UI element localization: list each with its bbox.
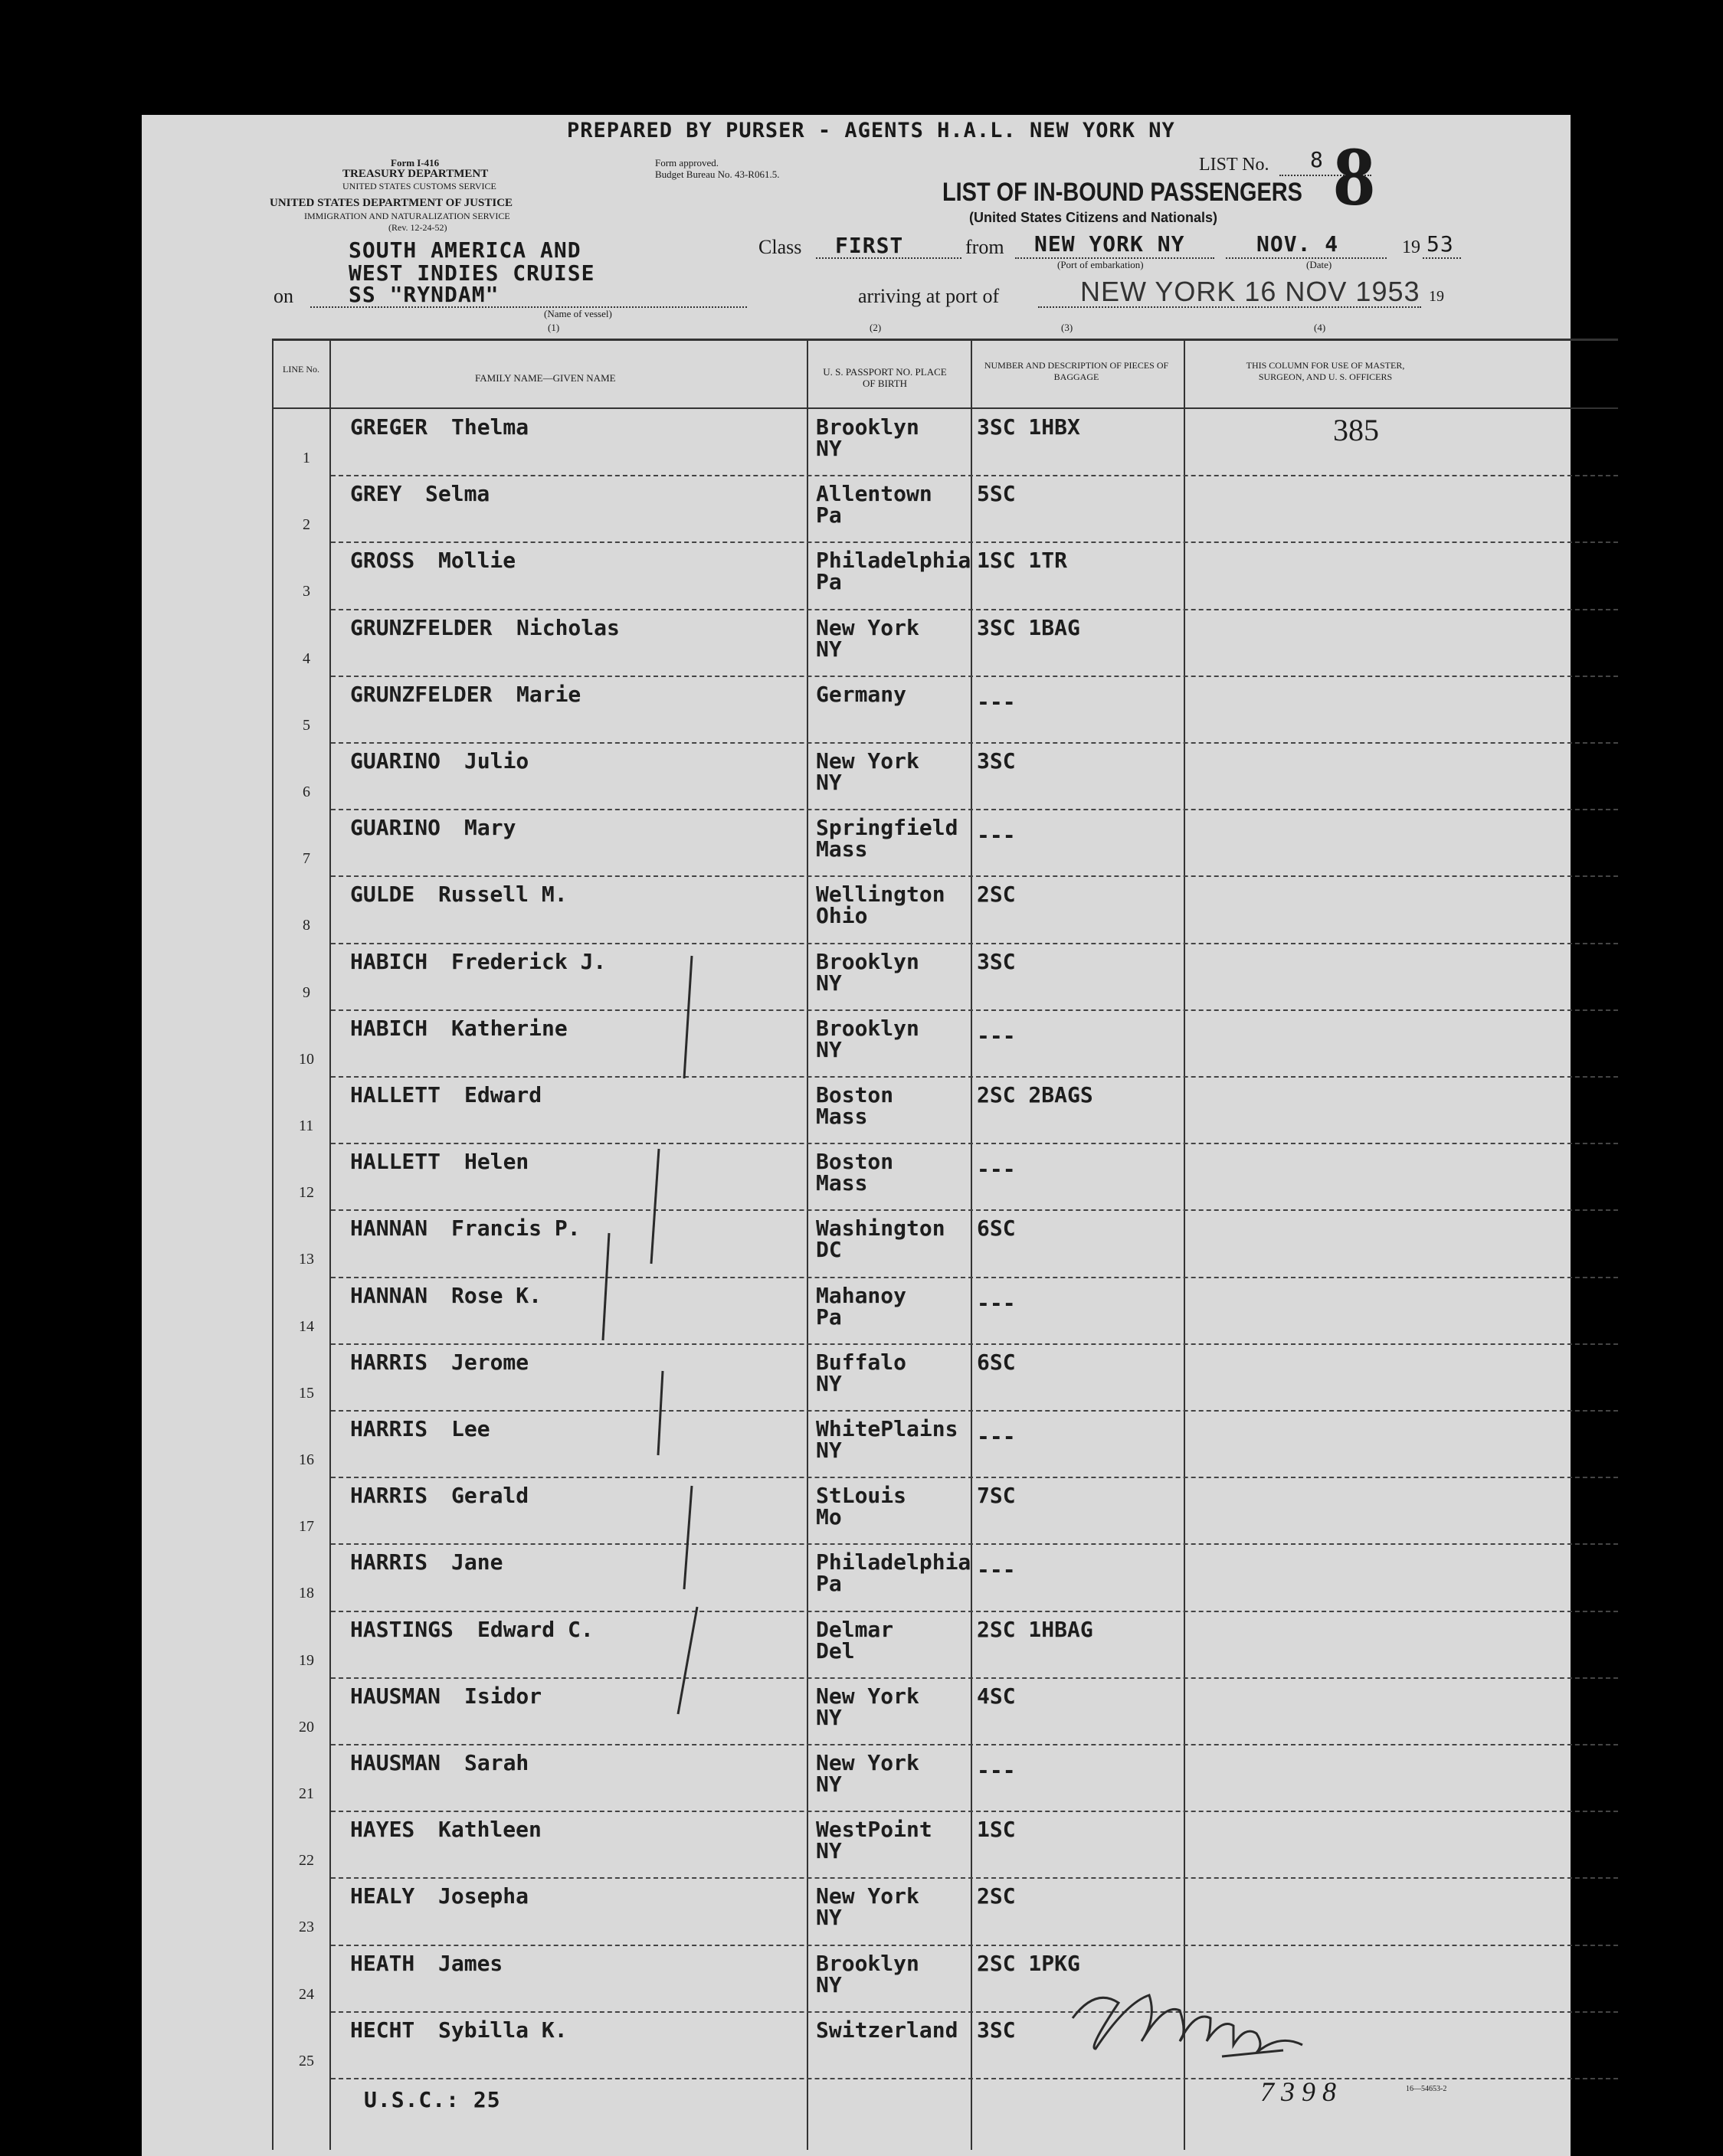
row-line-number: 3 <box>303 583 310 600</box>
row-family-name: GRUNZFELDER <box>350 614 493 640</box>
row-family-name: HALLETT <box>350 1149 441 1175</box>
row-given-name: Katherine <box>451 1015 568 1041</box>
row-given-name: Helen <box>464 1149 529 1175</box>
row-divider <box>331 2011 1618 2013</box>
row-divider <box>331 1744 1618 1745</box>
row-baggage: --- <box>977 1557 1016 1583</box>
prepared-by-line: PREPARED BY PURSER - AGENTS H.A.L. NEW YORK NY <box>567 119 1175 142</box>
header-name: FAMILY NAME—GIVEN NAME <box>475 372 616 384</box>
budget-bureau: Budget Bureau No. 43-R061.5. <box>655 168 780 180</box>
row-birthplace-state: NY <box>816 1905 842 1931</box>
row-baggage: 3SC <box>977 948 1016 974</box>
table-header-rule <box>272 407 1618 409</box>
row-family-name: HECHT <box>350 2017 415 2043</box>
header-passport: U. S. PASSPORT NO. PLACE OF BIRTH <box>823 366 947 389</box>
row-birthplace: Wellington <box>816 882 945 908</box>
row-baggage: --- <box>977 1424 1016 1449</box>
row-birthplace-state: DC <box>816 1237 842 1263</box>
row-divider <box>331 742 1618 744</box>
row-line-number: 16 <box>299 1451 314 1468</box>
class-underline <box>816 257 961 259</box>
row-family-name: GRUNZFELDER <box>350 681 493 707</box>
row-birthplace-state: Del <box>816 1637 855 1664</box>
row-family-name: HARRIS <box>350 1483 428 1509</box>
row-divider <box>331 1410 1618 1412</box>
row-family-name: HANNAN <box>350 1215 428 1242</box>
list-number-label: LIST No. <box>1199 155 1269 175</box>
row-line-number: 11 <box>299 1117 314 1134</box>
row-officer-note: 385 <box>1333 413 1379 447</box>
row-family-name: GREGER <box>350 414 428 440</box>
row-baggage: 5SC <box>977 481 1016 507</box>
row-family-name: HARRIS <box>350 1549 428 1575</box>
row-birthplace: Brooklyn <box>816 948 919 974</box>
col-ref-3: (3) <box>1061 322 1073 333</box>
table-top-rule <box>272 339 1618 341</box>
row-line-number: 19 <box>299 1651 314 1669</box>
row-birthplace-state: NY <box>816 1838 842 1864</box>
row-line-number: 9 <box>303 983 310 1001</box>
row-line-number: 25 <box>299 2052 314 2069</box>
year-underline <box>1423 257 1461 259</box>
row-baggage: --- <box>977 823 1016 849</box>
row-baggage: 6SC <box>977 1215 1016 1242</box>
row-line-number: 14 <box>299 1317 314 1335</box>
row-birthplace-state: Mass <box>816 1170 868 1196</box>
row-given-name: Francis P. <box>451 1215 581 1242</box>
row-baggage: --- <box>977 1022 1016 1049</box>
row-birthplace: New York <box>816 1883 919 1909</box>
row-birthplace-state: Pa <box>816 1304 842 1330</box>
row-family-name: GULDE <box>350 882 415 908</box>
row-line-number: 13 <box>299 1251 314 1268</box>
arriving-label: arriving at port of <box>858 285 1000 307</box>
row-baggage: 2SC 1PKG <box>977 1950 1080 1976</box>
row-birthplace-state: Pa <box>816 569 842 595</box>
row-birthplace-state: NY <box>816 636 842 662</box>
header-officers: THIS COLUMN FOR USE OF MASTER, SURGEON, AND U. S. OFFICERS <box>1246 360 1405 382</box>
form-approved: Form approved. <box>655 157 719 168</box>
arrival-underline <box>1038 306 1421 308</box>
row-given-name: Gerald <box>451 1483 529 1509</box>
row-divider <box>331 1945 1618 1946</box>
row-given-name: James <box>438 1950 503 1976</box>
row-family-name: HABICH <box>350 948 428 974</box>
row-divider <box>331 809 1618 810</box>
row-line-number: 10 <box>299 1050 314 1068</box>
row-line-number: 8 <box>303 917 310 934</box>
row-family-name: HEATH <box>350 1950 415 1976</box>
list-subtitle: (United States Citizens and Nationals) <box>969 210 1218 225</box>
row-birthplace-state: NY <box>816 970 842 996</box>
cruise-line-1: SOUTH AMERICA AND <box>349 237 581 263</box>
on-label: on <box>274 285 293 307</box>
customs-service: UNITED STATES CUSTOMS SERVICE <box>342 181 496 191</box>
row-given-name: Rose K. <box>451 1282 542 1308</box>
row-birthplace: New York <box>816 748 919 774</box>
row-birthplace: Boston <box>816 1082 894 1107</box>
row-baggage: --- <box>977 1290 1016 1316</box>
row-family-name: HEALY <box>350 1883 415 1909</box>
row-baggage: 3SC 1BAG <box>977 614 1080 640</box>
row-divider <box>331 1143 1618 1144</box>
row-baggage: 2SC <box>977 1883 1016 1909</box>
col-divider-line-no <box>272 339 274 2150</box>
immigration-service: IMMIGRATION AND NATURALIZATION SERVICE <box>304 211 510 221</box>
row-baggage: 2SC 1HBAG <box>977 1616 1093 1642</box>
row-family-name: HARRIS <box>350 1416 428 1441</box>
row-birthplace-state: Pa <box>816 1571 842 1597</box>
row-family-name: HALLETT <box>350 1082 441 1107</box>
row-divider <box>331 875 1618 877</box>
row-given-name: Kathleen <box>438 1817 542 1843</box>
row-given-name: Marie <box>516 681 581 707</box>
row-given-name: Thelma <box>451 414 529 440</box>
row-family-name: HABICH <box>350 1015 428 1041</box>
row-baggage: 4SC <box>977 1683 1016 1709</box>
row-line-number: 15 <box>299 1384 314 1402</box>
row-baggage: 1SC 1TR <box>977 548 1068 574</box>
row-divider <box>331 2078 1618 2079</box>
row-given-name: Sarah <box>464 1750 529 1775</box>
row-birthplace: Philadelphia <box>816 1549 971 1575</box>
row-line-number: 21 <box>299 1785 314 1802</box>
departure-date: NOV. 4 <box>1256 231 1339 257</box>
class-value: FIRST <box>835 233 904 258</box>
row-line-number: 17 <box>299 1518 314 1536</box>
col-ref-4: (4) <box>1314 322 1326 333</box>
row-given-name: Nicholas <box>516 614 620 640</box>
row-baggage: 2SC <box>977 882 1016 908</box>
row-divider <box>331 541 1618 543</box>
row-birthplace-state: Mo <box>816 1504 842 1530</box>
row-baggage: 7SC <box>977 1483 1016 1509</box>
col-ref-2: (2) <box>870 322 882 333</box>
row-birthplace: Brooklyn <box>816 414 919 440</box>
row-birthplace-state: Ohio <box>816 903 868 929</box>
arrival-year-suffix: 19 <box>1429 288 1444 305</box>
row-birthplace-state: NY <box>816 436 842 461</box>
usc-count: U.S.C.: 25 <box>364 2087 501 2112</box>
row-divider <box>331 1277 1618 1278</box>
row-family-name: GUARINO <box>350 815 441 841</box>
row-given-name: Mary <box>464 815 516 841</box>
row-birthplace-state: NY <box>816 1438 842 1463</box>
row-divider <box>331 676 1618 677</box>
revision-date: (Rev. 12-24-52) <box>388 222 447 233</box>
row-family-name: HARRIS <box>350 1349 428 1375</box>
list-number-value: 8 <box>1310 147 1324 172</box>
class-label: Class <box>758 236 802 258</box>
manifest-page <box>142 115 1571 2156</box>
row-baggage: 3SC <box>977 2017 1016 2043</box>
row-divider <box>331 1477 1618 1478</box>
row-line-number: 6 <box>303 784 310 800</box>
date-caption: (Date) <box>1306 259 1332 270</box>
treasury-dept: TREASURY DEPARTMENT <box>342 168 489 180</box>
row-birthplace-state: NY <box>816 1036 842 1062</box>
row-birthplace: Philadelphia <box>816 548 971 574</box>
row-divider <box>331 609 1618 610</box>
row-given-name: Selma <box>425 481 490 507</box>
row-given-name: Frederick J. <box>451 948 607 974</box>
row-given-name: Jane <box>451 1549 503 1575</box>
row-given-name: Edward <box>464 1082 542 1107</box>
vessel-name: SS "RYNDAM" <box>349 282 500 307</box>
row-birthplace: Brooklyn <box>816 1950 919 1976</box>
vessel-underline <box>310 306 747 308</box>
row-given-name: Sybilla K. <box>438 2017 568 2043</box>
row-baggage: --- <box>977 689 1016 715</box>
row-birthplace: Mahanoy <box>816 1282 907 1308</box>
row-family-name: GREY <box>350 481 402 507</box>
embark-port: NEW YORK NY <box>1034 231 1185 257</box>
row-line-number: 5 <box>303 716 310 734</box>
row-family-name: HAUSMAN <box>350 1750 441 1775</box>
row-birthplace: Boston <box>816 1149 894 1175</box>
row-baggage: 2SC 2BAGS <box>977 1082 1093 1107</box>
row-line-number: 22 <box>299 1852 314 1870</box>
row-birthplace-state: NY <box>816 1971 842 1997</box>
row-divider <box>331 1811 1618 1812</box>
row-birthplace: New York <box>816 1683 919 1709</box>
row-line-number: 2 <box>303 516 310 534</box>
row-family-name: HAYES <box>350 1817 415 1843</box>
row-given-name: Edward C. <box>477 1616 594 1642</box>
row-divider <box>331 1543 1618 1545</box>
row-line-number: 1 <box>303 450 310 466</box>
row-family-name: GUARINO <box>350 748 441 774</box>
row-line-number: 7 <box>303 850 310 868</box>
row-line-number: 23 <box>299 1919 314 1936</box>
row-divider <box>331 1877 1618 1879</box>
year-prefix: 19 <box>1402 237 1420 257</box>
row-given-name: Josepha <box>438 1883 529 1909</box>
row-given-name: Jerome <box>451 1349 529 1375</box>
row-birthplace: New York <box>816 1750 919 1775</box>
row-line-number: 24 <box>299 1985 314 2003</box>
row-line-number: 12 <box>299 1184 314 1202</box>
embark-caption: (Port of embarkation) <box>1057 259 1144 270</box>
row-line-number: 4 <box>303 649 310 667</box>
row-birthplace: New York <box>816 614 919 640</box>
row-baggage: --- <box>977 1758 1016 1783</box>
row-baggage: 3SC <box>977 748 1016 774</box>
row-birthplace: Allentown <box>816 481 932 507</box>
row-baggage: 6SC <box>977 1349 1016 1375</box>
row-birthplace: Switzerland <box>816 2017 958 2043</box>
justice-dept: UNITED STATES DEPARTMENT OF JUSTICE <box>270 197 513 209</box>
row-given-name: Julio <box>464 748 529 774</box>
row-birthplace-state: NY <box>816 1704 842 1730</box>
row-birthplace: Brooklyn <box>816 1015 919 1041</box>
col-ref-1: (1) <box>548 322 560 333</box>
row-birthplace: WestPoint <box>816 1817 932 1843</box>
row-birthplace: Springfield <box>816 815 958 841</box>
row-given-name: Mollie <box>438 548 516 574</box>
row-birthplace-state: NY <box>816 1772 842 1797</box>
row-family-name: HASTINGS <box>350 1616 454 1642</box>
row-divider <box>331 1343 1618 1345</box>
row-baggage: --- <box>977 1157 1016 1183</box>
row-birthplace: Germany <box>816 681 907 707</box>
row-birthplace-state: Mass <box>816 1104 868 1129</box>
row-divider <box>331 943 1618 944</box>
list-number-big: 8 <box>1333 129 1375 223</box>
row-baggage: 3SC 1HBX <box>977 414 1080 440</box>
row-birthplace: Washington <box>816 1215 945 1242</box>
header-line-no: LINE No. <box>283 364 319 375</box>
row-divider <box>331 1009 1618 1011</box>
row-given-name: Russell M. <box>438 882 568 908</box>
row-birthplace-state: NY <box>816 770 842 795</box>
row-divider <box>331 1076 1618 1078</box>
form-number: Form I-416 <box>391 157 440 168</box>
row-birthplace: WhitePlains <box>816 1416 958 1441</box>
row-family-name: HAUSMAN <box>350 1683 441 1709</box>
row-given-name: Lee <box>451 1416 490 1441</box>
list-title: LIST OF IN-BOUND PASSENGERS <box>942 178 1302 207</box>
row-given-name: Isidor <box>464 1683 542 1709</box>
row-divider <box>331 1611 1618 1612</box>
row-birthplace: Delmar <box>816 1616 894 1642</box>
page-mark: 7 3 9 8 <box>1260 2076 1336 2107</box>
year-value: 53 <box>1427 231 1454 257</box>
row-birthplace: Buffalo <box>816 1349 907 1375</box>
row-family-name: GROSS <box>350 548 415 574</box>
row-birthplace-state: Mass <box>816 836 868 862</box>
print-code: 16—54653-2 <box>1406 2085 1447 2093</box>
row-birthplace-state: Pa <box>816 502 842 528</box>
row-birthplace-state: NY <box>816 1370 842 1396</box>
row-divider <box>331 1209 1618 1211</box>
row-line-number: 18 <box>299 1585 314 1602</box>
from-label: from <box>965 236 1004 258</box>
row-divider <box>331 1677 1618 1679</box>
vessel-caption: (Name of vessel) <box>544 308 612 319</box>
row-birthplace: StLouis <box>816 1483 907 1509</box>
row-family-name: HANNAN <box>350 1282 428 1308</box>
row-divider <box>331 475 1618 476</box>
arrival-stamp: NEW YORK 16 NOV 1953 <box>1080 276 1420 307</box>
row-baggage: 1SC <box>977 1817 1016 1843</box>
header-baggage: NUMBER AND DESCRIPTION OF PIECES OF BAGGAGE <box>984 360 1169 382</box>
row-line-number: 20 <box>299 1718 314 1736</box>
cruise-line-2: WEST INDIES CRUISE <box>349 260 595 286</box>
